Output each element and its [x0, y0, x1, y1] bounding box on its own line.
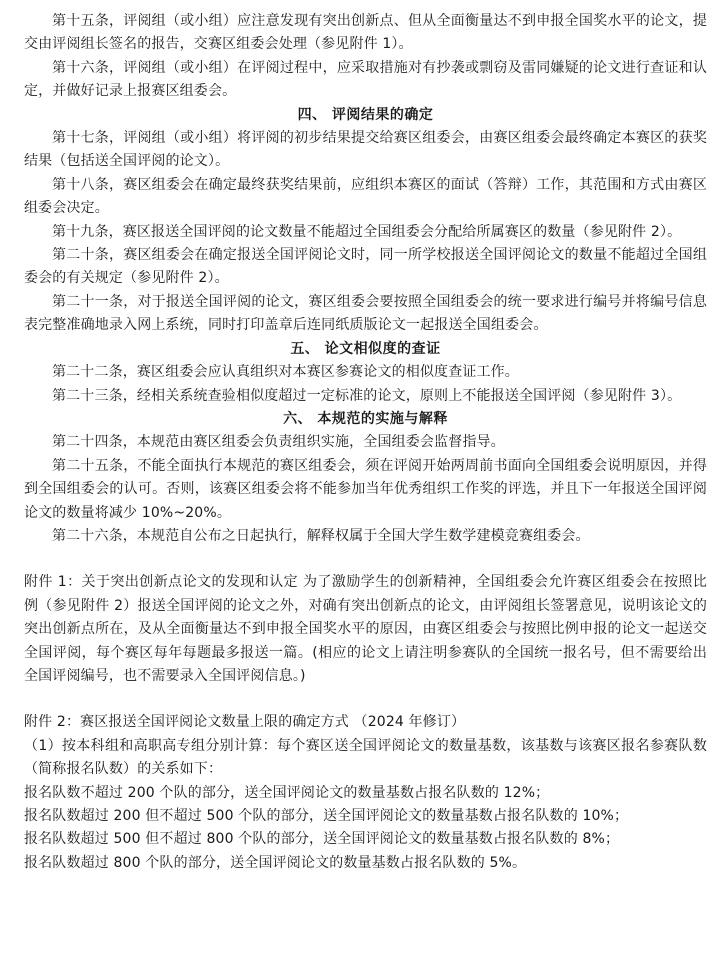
- article-18: 第十八条，赛区组委会在确定最终获奖结果前，应组织本赛区的面试（答辩）工作，其范围和方式由赛区组委会决定。: [24, 176, 707, 217]
- article-17: 第十七条，评阅组（或小组）将评阅的初步结果提交给赛区组委会，由赛区组委会最终确定本赛区的获奖结果（包括送全国评阅的论文）。: [24, 130, 707, 170]
- annex-2-line-2: 报名队数超过 200 但不超过 500 个队的部分，送全国评阅论文的数量基数占报名队数的 10%；: [24, 808, 629, 824]
- annex-2-title: 附件 2：赛区报送全国评阅论文数量上限的确定方式 （2024 年修订）: [24, 714, 466, 731]
- spacer: [24, 548, 707, 571]
- article-23: 第二十三条，经相关系统查验相似度超过一定标准的论文，原则上不能报送全国评阅（参见附件 3）。: [52, 387, 682, 404]
- annex-2-line-4: 报名队数超过 800 个队的部分，送全国评阅论文的数量基数占报名队数的 5%。: [24, 854, 527, 871]
- article-26: 第二十六条，本规范自公布之日起执行，解释权属于全国大学生数学建模竞赛组委会。: [52, 527, 590, 544]
- annex-1-text: 附件 1：关于突出创新点论文的发现和认定 为了激励学生的创新精神，全国组委会允许赛区组委会在按照比例（参见附件 2）报送全国评阅的论文之外，对确有突出创新点的论文，由评阅组长签署意见，说明该论文的突出创新点所在，及从全面衡量达不到申报全国奖水平的原因，由赛区组委会与按照比例申报的论文一起送交全国评阅，每个赛区每年每题最多报送一篇。(相应的论文上请注明参赛队的全国统一报名号，但不需要给出全国评阅编号，也不需要录入全国评阅信息。): [24, 574, 707, 684]
- article-24: 第二十四条，本规范由赛区组委会负责组织实施，全国组委会监督指导。: [52, 434, 505, 451]
- article-16: 第十六条，评阅组（或小组）在评阅过程中，应采取措施对有抄袭或剽窃及雷同嫌疑的论文进行查证和认定，并做好记录上报赛区组委会。: [24, 59, 707, 100]
- article-21: 第二十一条，对于报送全国评阅的论文，赛区组委会要按照全国组委会的统一要求进行编号并将编号信息表完整准确地录入网上系统，同时打印盖章后连同纸质版论文一起报送全国组委会。: [24, 293, 707, 334]
- annex-2-line-3: 报名队数超过 500 但不超过 800 个队的部分，送全国评阅论文的数量基数占报名队数的 8%；: [24, 831, 620, 848]
- article-22: 第二十二条，赛区组委会应认真组织对本赛区参赛论文的相似度查证工作。: [52, 364, 519, 381]
- section-4-heading: 四、 评阅结果的确定: [297, 106, 434, 123]
- article-20: 第二十条，赛区组委会在确定报送全国评阅论文时，同一所学校报送全国评阅论文的数量不能超过全国组委会的有关规定（参见附件 2）。: [24, 247, 707, 287]
- article-15: 第十五条，评阅组（或小组）应注意发现有突出创新点、但从全面衡量达不到申报全国奖水平的论文，提交由评阅组长签名的报告，交赛区组委会处理（参见附件 1）。: [24, 13, 707, 53]
- article-19: 第十九条，赛区报送全国评阅的论文数量不能超过全国组委会分配给所属赛区的数量（参见附件 2）。: [52, 223, 682, 240]
- spacer: [24, 688, 707, 711]
- section-5-heading: 五、 论文相似度的查证: [290, 340, 441, 357]
- annex-2-item-1: （1）按本科组和高职高专组分别计算：每个赛区送全国评阅论文的数量基数，该基数与该赛区报名参赛队数（简称报名队数）的关系如下：: [24, 737, 707, 778]
- annex-2-line-1: 报名队数不超过 200 个队的部分，送全国评阅论文的数量基数占报名队数的 12%；: [24, 784, 550, 801]
- section-6-heading: 六、 本规范的实施与解释: [283, 410, 448, 427]
- article-25: 第二十五条，不能全面执行本规范的赛区组委会，须在评阅开始两周前书面向全国组委会说明原因，并得到全国组委会的认可。否则，该赛区组委会将不能参加当年优秀组织工作奖的评选，并且下一年报送全国评阅论文的数量将减少 10%~20%。: [24, 457, 707, 521]
